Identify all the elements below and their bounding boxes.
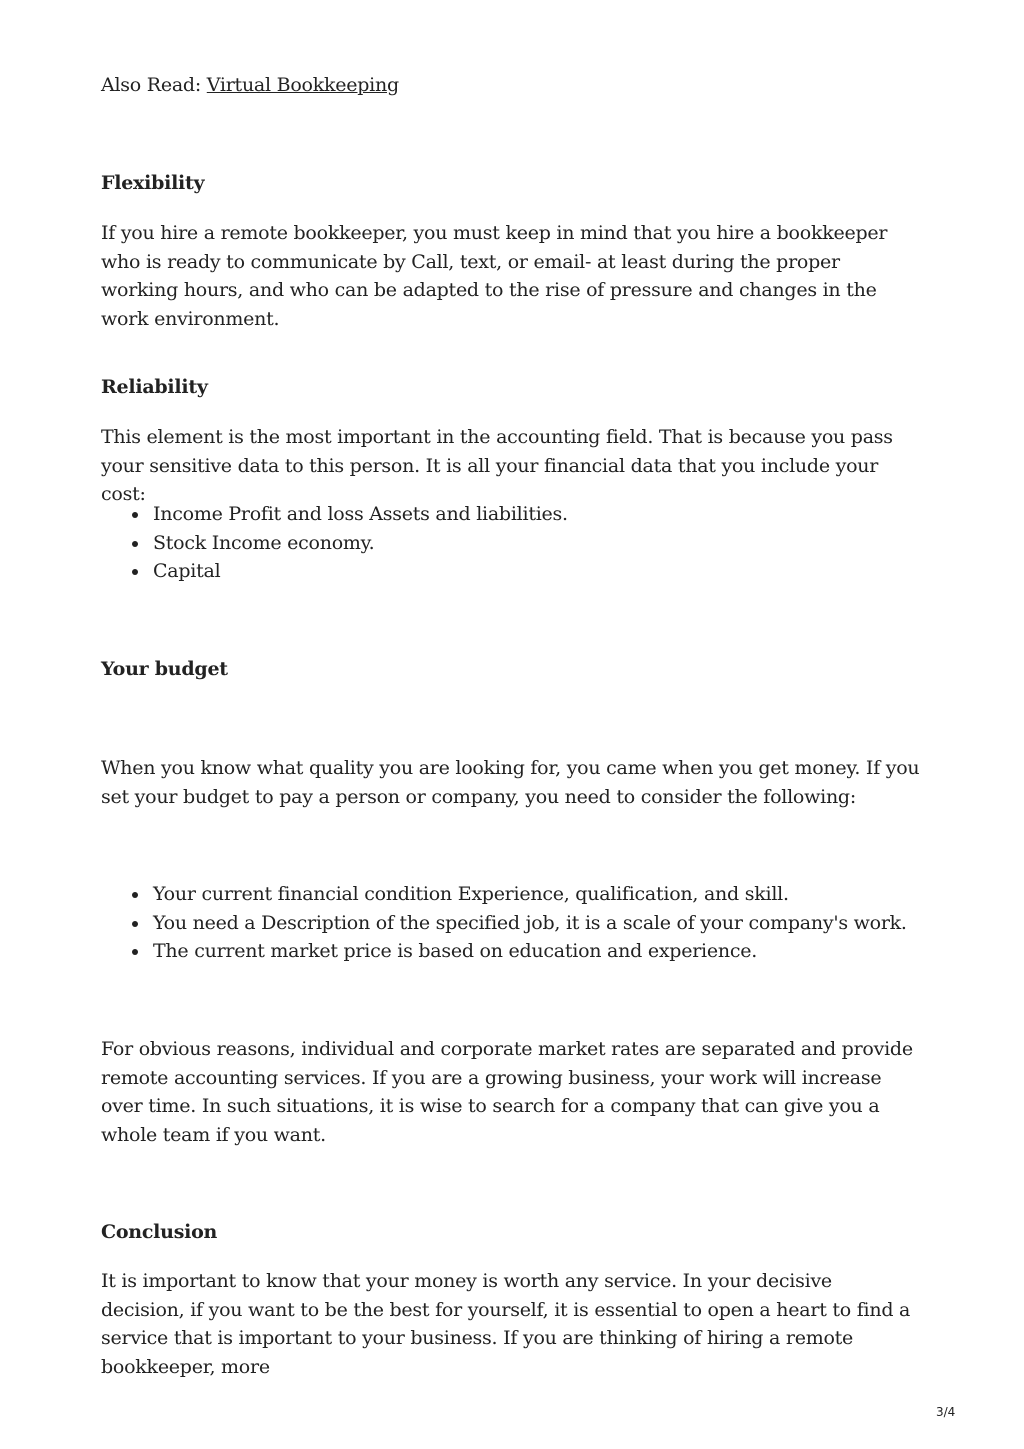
list-item: Income Profit and loss Assets and liabilities. [153,500,921,529]
list-item: You need a Description of the specified job, it is a scale of your company's work. [153,909,921,938]
page-number: 3/4 [936,1405,956,1419]
list-item: Your current financial condition Experience, qualification, and skill. [153,880,921,909]
list-item: Capital [153,557,921,586]
budget-heading: Your budget [101,658,228,680]
list-item: Stock Income economy. [153,529,921,558]
budget-paragraph-2: For obvious reasons, individual and corporate market rates are separated and provide remote accounting services. If you are a growing business, your work will increase over time. In such situations, it is wise to search for a company that can give you a whole team if you want. [101,1038,913,1146]
reliability-list [101,500,921,586]
list-item: The current market price is based on education and experience. [153,937,921,966]
budget-list [101,880,921,966]
conclusion-paragraph: It is important to know that your money is worth any service. In your decisive decision, if you want to be the best for yourself, it is essential to open a heart to find a service that is important to your business. If you are thinking of hiring a remote bookkeeper, more [101,1270,911,1378]
budget-paragraph: When you know what quality you are looking for, you came when you get money. If you set your budget to pay a person or company, you need to consider the following: [101,757,920,808]
conclusion-heading: Conclusion [101,1221,218,1243]
reliability-heading: Reliability [101,376,208,398]
flexibility-paragraph: If you hire a remote bookkeeper, you must keep in mind that you hire a bookkeeper who is ready to communicate by Call, text, or email- at least during the proper working hours, and who can be adapted to the rise of pressure and changes in the work environment. [101,222,888,330]
flexibility-heading: Flexibility [101,172,205,194]
also-read-prefix: Also Read: [101,74,207,96]
reliability-paragraph: This element is the most important in the accounting field. That is because you pass your sensitive data to this person. It is all your financial data that you include your cost: [101,426,893,505]
also-read-line [101,71,921,100]
virtual-bookkeeping-link[interactable]: Virtual Bookkeeping [206,74,399,96]
